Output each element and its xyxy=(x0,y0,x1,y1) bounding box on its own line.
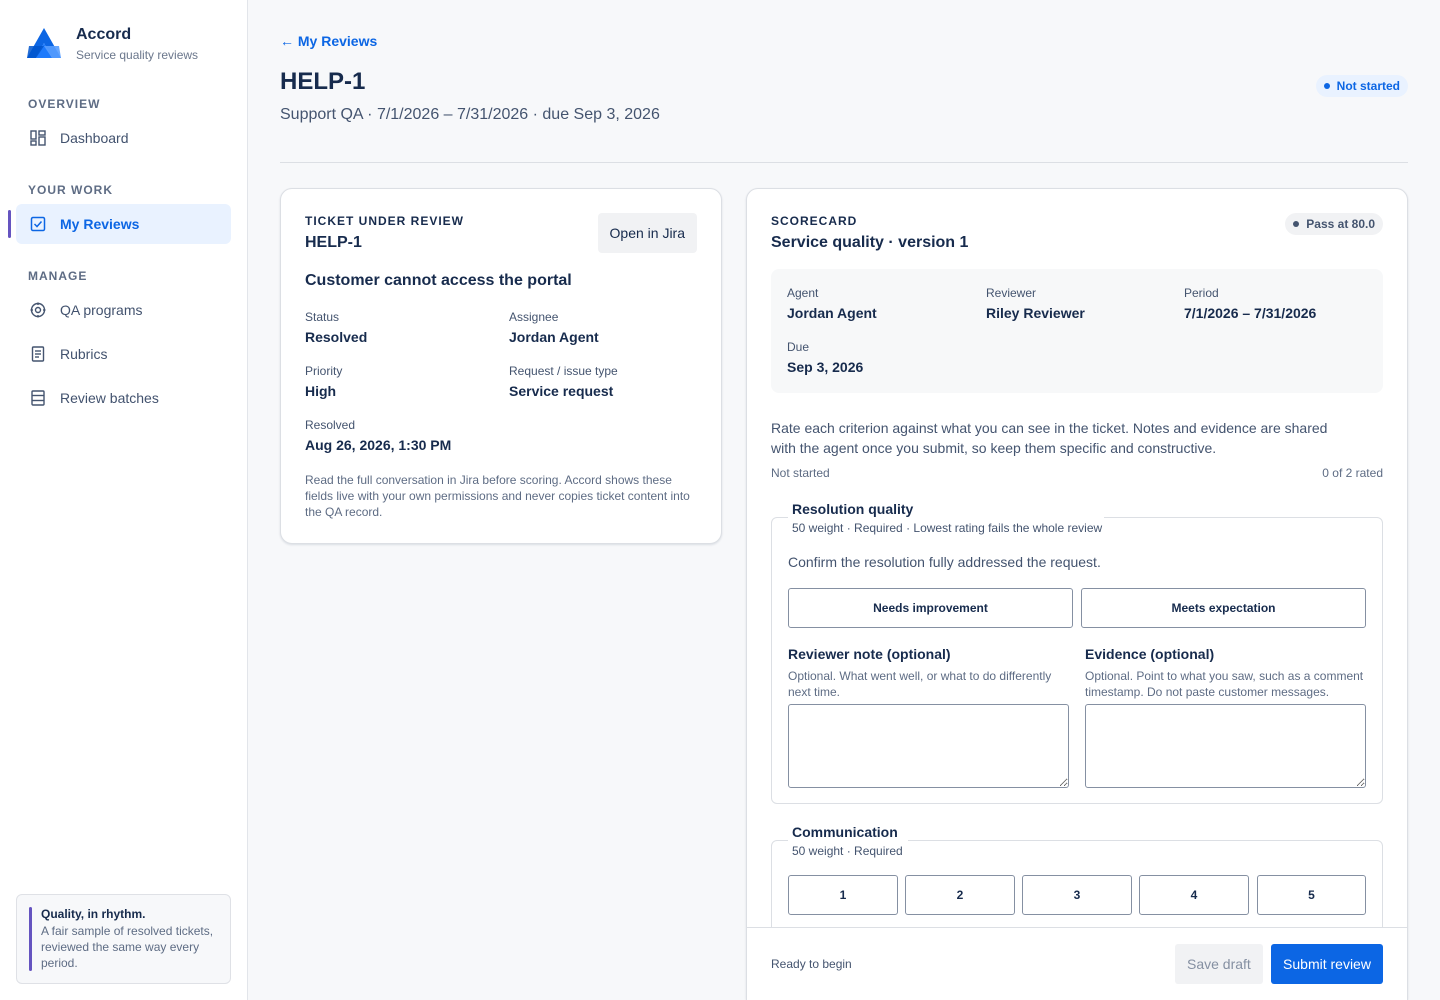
footer-status: Ready to begin xyxy=(771,957,852,971)
criterion-title: Communication xyxy=(792,824,898,840)
target-icon xyxy=(30,302,46,318)
sidebar-item-label: My Reviews xyxy=(60,216,140,232)
document-icon xyxy=(30,346,46,362)
stack-icon xyxy=(30,390,46,406)
status-badge xyxy=(1316,75,1408,97)
progress-count: 0 of 2 rated xyxy=(1322,466,1383,480)
assignee-field-label: Assignee xyxy=(509,310,559,324)
rating-1-button[interactable]: 1 xyxy=(788,875,898,915)
priority-field-value: High xyxy=(305,383,337,399)
status-badge-label: Not started xyxy=(1336,79,1400,93)
promo-body: A fair sample of resolved tickets, reviewed the same way every period. xyxy=(41,924,214,970)
sidebar-item-dashboard[interactable] xyxy=(16,118,231,158)
rating-2-button[interactable]: 2 xyxy=(905,875,1015,915)
reviewer-note-textarea[interactable] xyxy=(788,704,1069,788)
ticket-note: Read the full conversation in Jira before scoring. Accord shows these fields live with your own permissions and never copies ticket content into the QA record. xyxy=(305,473,690,519)
dashboard-icon xyxy=(30,130,46,146)
scorecard-title: Service quality · version 1 xyxy=(771,234,969,251)
ticket-eyebrow: TICKET UNDER REVIEW xyxy=(305,214,465,228)
sidebar-item-label: Dashboard xyxy=(60,130,129,146)
review-meta xyxy=(771,269,1383,393)
criterion-description: Confirm the resolution fully addressed the request. xyxy=(788,554,1101,570)
ticket-summary: Customer cannot access the portal xyxy=(305,272,572,289)
priority-field-label: Priority xyxy=(305,364,343,378)
criterion-title: Resolution quality xyxy=(792,501,914,517)
status-field-label: Status xyxy=(305,310,340,324)
period-value: 7/1/2026 – 7/31/2026 xyxy=(1184,305,1317,321)
due-value: Sep 3, 2026 xyxy=(787,359,864,375)
rating-3-button[interactable]: 3 xyxy=(1022,875,1132,915)
evidence-label: Evidence (optional) xyxy=(1085,646,1215,662)
checklist-icon xyxy=(30,216,46,232)
due-label: Due xyxy=(787,340,810,354)
sidebar-item-label: QA programs xyxy=(60,302,143,318)
brand-name: Accord xyxy=(76,26,132,43)
evidence-textarea[interactable] xyxy=(1085,704,1366,788)
rating-5-button[interactable]: 5 xyxy=(1257,875,1366,915)
brand[interactable] xyxy=(24,24,198,64)
agent-value: Jordan Agent xyxy=(787,305,877,321)
criterion-meta: 50 weight · Required xyxy=(792,844,903,858)
section-overview: OVERVIEW xyxy=(28,97,101,111)
progress-status: Not started xyxy=(771,466,830,480)
active-indicator xyxy=(8,210,11,238)
agent-label: Agent xyxy=(787,286,819,300)
status-field-value: Resolved xyxy=(305,329,368,345)
page-subtitle: Support QA · 7/1/2026 – 7/31/2026 · due Sep 3, 2026 xyxy=(280,106,660,123)
brand-subtitle: Service quality reviews xyxy=(76,48,199,62)
sidebar-item-label: Review batches xyxy=(60,390,159,406)
resolved-field-label: Resolved xyxy=(305,418,356,432)
status-dot-icon xyxy=(1324,83,1330,89)
sidebar-item-label: Rubrics xyxy=(60,346,108,362)
type-field-label: Request / issue type xyxy=(509,364,618,378)
sidebar-item-qa-programs[interactable] xyxy=(16,290,231,330)
sidebar-item-rubrics[interactable] xyxy=(16,334,231,374)
pass-threshold-badge xyxy=(1285,213,1383,235)
resolved-field-value: Aug 26, 2026, 1:30 PM xyxy=(305,437,452,453)
sidebar-item-my-reviews[interactable] xyxy=(16,204,231,244)
scorecard-intro: Rate each criterion against what you can see in the ticket. Notes and evidence are shared with the agent once you submit, so keep them specific and constructive. xyxy=(771,420,1328,456)
promo-card xyxy=(16,894,231,984)
submit-review-button[interactable]: Submit review xyxy=(1271,944,1383,984)
ticket-key: HELP-1 xyxy=(305,234,362,251)
pass-threshold-label: Pass at 80.0 xyxy=(1306,217,1375,231)
criterion-resolution-quality xyxy=(771,501,1383,804)
period-label: Period xyxy=(1184,286,1219,300)
page-title: HELP-1 xyxy=(280,68,366,95)
ticket-card xyxy=(280,188,722,544)
type-field-value: Service request xyxy=(509,383,614,399)
reviewer-value: Riley Reviewer xyxy=(986,305,1085,321)
reviewer-label: Reviewer xyxy=(986,286,1037,300)
sidebar xyxy=(0,0,248,1000)
scorecard-eyebrow: SCORECARD xyxy=(771,214,858,228)
reviewer-note-help: Optional. What went well, or what to do differently next time. xyxy=(788,669,1052,699)
pass-dot-icon xyxy=(1293,221,1299,227)
assignee-field-value: Jordan Agent xyxy=(509,329,599,345)
rating-meets-expectation-button[interactable]: Meets expectation xyxy=(1081,588,1366,628)
section-manage: MANAGE xyxy=(28,269,88,283)
rating-needs-improvement-button[interactable]: Needs improvement xyxy=(788,588,1073,628)
review-action-bar xyxy=(746,927,1408,1000)
accord-logo-icon xyxy=(24,24,64,64)
criterion-meta: 50 weight · Required · Lowest rating fails the whole review xyxy=(792,521,1103,535)
back-to-my-reviews-link[interactable]: ← My Reviews xyxy=(280,33,378,49)
reviewer-note-label: Reviewer note (optional) xyxy=(788,646,951,662)
section-your-work: YOUR WORK xyxy=(28,183,113,197)
open-in-jira-button[interactable]: Open in Jira xyxy=(598,213,697,253)
rating-4-button[interactable]: 4 xyxy=(1139,875,1249,915)
evidence-help: Optional. Point to what you saw, such as a comment timestamp. Do not paste customer messages. xyxy=(1085,669,1364,699)
save-draft-button[interactable]: Save draft xyxy=(1175,944,1263,984)
header-divider xyxy=(280,162,1408,163)
promo-title: Quality, in rhythm. xyxy=(41,907,146,921)
scorecard-card xyxy=(746,188,1408,1000)
sidebar-item-review-batches[interactable] xyxy=(16,378,231,418)
